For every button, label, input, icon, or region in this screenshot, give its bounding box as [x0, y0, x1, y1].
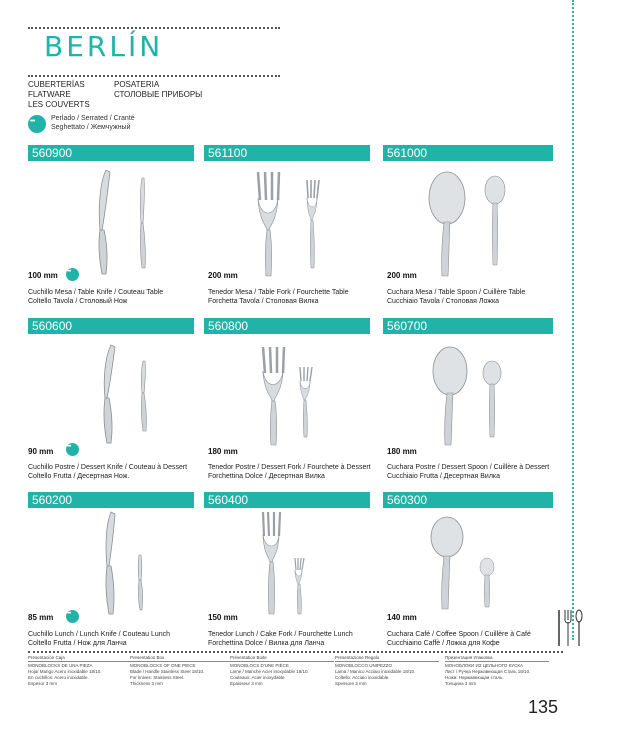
footer-line: MONOBLOCS D'UNE PIÈCE: [230, 663, 289, 668]
lunch-fork-image: [255, 510, 325, 620]
desc-line: Cucchiaio Tavola / Столовая Ложка: [387, 298, 500, 305]
footer-spec-ru: [445, 655, 549, 687]
product-code-header: 560900: [28, 145, 194, 161]
serrated-icon: [66, 268, 79, 281]
page-title: BERLÍN: [44, 30, 164, 63]
product-description: [28, 463, 198, 481]
footer-spec-it: [335, 655, 439, 687]
product-size: 100 mm: [28, 271, 58, 280]
category-list-right: [114, 80, 202, 100]
product-description: [208, 288, 378, 306]
category-label: CUBERTERÍAS: [28, 80, 85, 89]
table-fork-image: [250, 170, 330, 280]
product-code-header: 560600: [28, 318, 194, 334]
product-description: [208, 463, 378, 481]
desc-line: Cuchillo Mesa / Table Knife / Couteau Table: [28, 289, 164, 296]
footer-line: Spessore 3 mm: [335, 681, 367, 686]
desc-line: Coltello Frutta / Десертная Нож.: [28, 473, 130, 480]
desc-line: Forchettina Dolce / Десертная Вилка: [208, 473, 325, 480]
finish-line: Perlado / Serrated / Cranté: [51, 115, 135, 122]
desc-line: Cuchara Postre / Dessert Spoon / Cuillère à Dessert: [387, 464, 550, 471]
desc-line: Cuchara Café / Coffee Spoon / Cuillère à Café: [387, 631, 531, 638]
product-size: 140 mm: [387, 613, 417, 622]
footer-line: МОНОБЛОКИ ИЗ ЦЕЛЬНОГО КУСКА: [445, 663, 524, 668]
desc-line: Cucchiaio Frutta / Десертная Вилка: [387, 473, 501, 480]
desc-line: Cuchillo Postre / Dessert Knife / Couteau à Dessert: [28, 464, 188, 471]
product-size: 200 mm: [208, 271, 238, 280]
product-code-header: 560200: [28, 492, 194, 508]
desc-line: Cuchara Mesa / Table Spoon / Cuillère Table: [387, 289, 526, 296]
product-size: 85 mm: [28, 613, 54, 622]
product-code-header: 560800: [204, 318, 370, 334]
product-code-header: 561100: [204, 145, 370, 161]
footer-spec-en: [130, 655, 234, 687]
dessert-knife-image: [95, 343, 165, 448]
footer-heading: Presentación Caja: [28, 655, 132, 662]
footer-line: Espesor 3 mm: [28, 681, 58, 686]
desc-line: Cucchiaino Caffè / Ложка для Кофе: [387, 640, 500, 647]
dessert-spoon-image: [428, 345, 518, 450]
coffee-spoon-image: [425, 515, 515, 615]
product-size: 90 mm: [28, 447, 54, 456]
product-description: [387, 288, 557, 306]
title-dotted-rule: [28, 75, 280, 77]
desc-line: Tenedor Postre / Dessert Fork / Fourchete à Dessert: [208, 464, 371, 471]
desc-line: Coltello Frutta / Нож для Ланча: [28, 640, 127, 647]
product-description: [28, 288, 198, 306]
desc-line: Coltello Tavola / Столовый Нож: [28, 298, 128, 305]
footer-line: Coltello: Acciaio inoxidable.: [335, 675, 390, 680]
desc-line: Forchettina Dolce / Вилка для Ланча: [208, 640, 325, 647]
desc-line: Tenedor Lunch / Cake Fork / Fourchette Lunch: [208, 631, 353, 638]
product-size: 180 mm: [208, 447, 238, 456]
category-label: POSATERIA: [114, 80, 160, 89]
right-dotted-rule: [572, 0, 574, 640]
finish-line: Seghettato / Жемчужный: [51, 124, 131, 131]
product-code-header: 560700: [383, 318, 553, 334]
top-dotted-rule: [28, 27, 280, 29]
cutlery-icon: [555, 608, 585, 648]
table-spoon-image: [425, 170, 515, 280]
finish-legend: [51, 114, 135, 132]
footer-line: Лист / Ручка Нержавеющая Сталь 18/10.: [445, 669, 531, 674]
footer-line: MONOBLOCKS OF ONE PIECE: [130, 663, 196, 668]
footer-line: Blade / Handle Stainless Steel 18/10.: [130, 669, 205, 674]
desc-line: Tenedor Mesa / Table Fork / Fourchette Table: [208, 289, 349, 296]
serrated-badge-icon: [28, 115, 46, 133]
product-size: 200 mm: [387, 271, 417, 280]
footer-spec-es: [28, 655, 132, 687]
footer-spec-fr: [230, 655, 334, 687]
footer-line: Épaisseur 3 mm: [230, 681, 263, 686]
product-description: [387, 463, 557, 481]
footer-line: Lame / Manche Acier inoxydable 18/10.: [230, 669, 309, 674]
product-code-header: 561000: [383, 145, 553, 161]
dessert-fork-image: [255, 345, 335, 450]
footer-line: Lama / Manico Acciaio inoxidable 18/10.: [335, 669, 416, 674]
product-size: 150 mm: [208, 613, 238, 622]
page-number: 135: [528, 697, 559, 717]
footer-heading: Presentazione Regalo: [335, 655, 439, 662]
product-code-header: 560400: [204, 492, 370, 508]
desc-line: Forchetta Tavola / Столовая Вилка: [208, 298, 319, 305]
footer-line: MONOBLOCCO UNIPEZZO: [335, 663, 393, 668]
footer-heading: Презентация Упаковка: [445, 655, 549, 662]
footer-dotted-rule: [28, 651, 563, 653]
product-size: 180 mm: [387, 447, 417, 456]
footer-line: Ножи: Нержавеющая сталь.: [445, 675, 504, 680]
footer-heading: Presentation Box: [130, 655, 234, 662]
product-description: [208, 630, 378, 648]
footer-line: For knives: Stainless Steel.: [130, 675, 185, 680]
category-label: СТОЛОВЫЕ ПРИБОРЫ: [114, 90, 203, 99]
lunch-knife-image: [98, 510, 158, 620]
footer-line: Couteaux: Acier inoxydable.: [230, 675, 286, 680]
footer-line: Thickness 3 mm: [130, 681, 163, 686]
category-list-left: [28, 80, 90, 110]
footer-line: En cuchillos: Acero inoxidable.: [28, 675, 89, 680]
product-description: [387, 630, 557, 648]
product-code-header: 560300: [383, 492, 553, 508]
desc-line: Cuchillo Lunch / Lunch Knife / Couteau Lunch: [28, 631, 171, 638]
product-description: [28, 630, 198, 648]
footer-heading: Présentation Boite: [230, 655, 334, 662]
footer-line: Hoja/ Mango Acero inoxidable 18/10.: [28, 669, 102, 674]
footer-line: MONOBLOCKS DE UNA PIEZA: [28, 663, 93, 668]
footer-line: Толщина 3 mm: [445, 681, 477, 686]
category-label: LES COUVERTS: [28, 100, 90, 109]
table-knife-image: [90, 168, 160, 278]
category-label: FLATWARE: [28, 90, 71, 99]
serrated-icon: [66, 610, 79, 623]
serrated-icon: [66, 443, 79, 456]
